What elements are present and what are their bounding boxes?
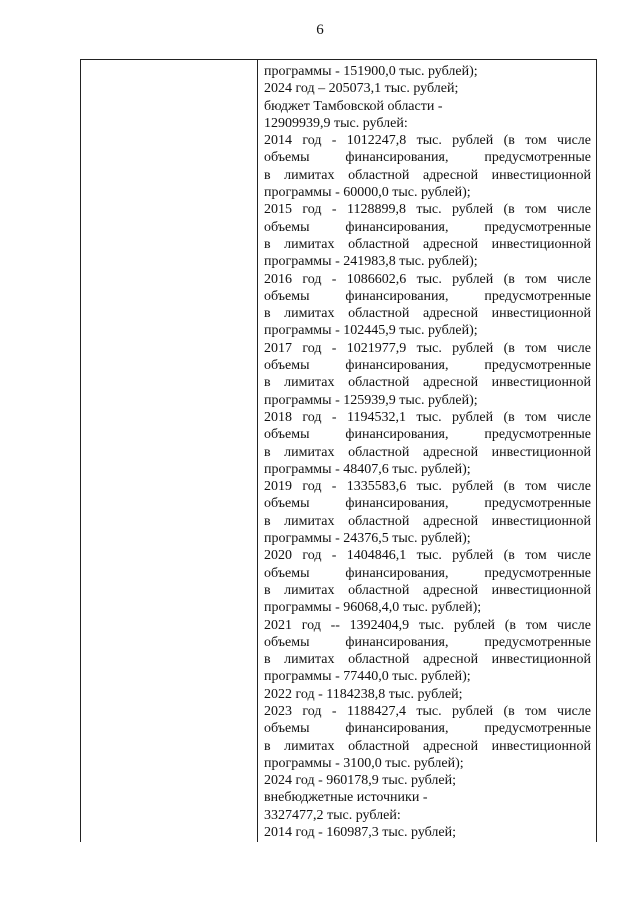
text-line: 2016 год - 1086602,6 тыс. рублей (в том числе bbox=[264, 271, 591, 287]
text-line: программы - 151900,0 тыс. рублей); bbox=[264, 64, 478, 79]
text-line: программы - 96068,4,0 тыс. рублей); bbox=[264, 600, 482, 616]
text-line: объемы финансирования, предусмотренные bbox=[264, 721, 591, 737]
text-line: объемы финансирования, предусмотренные bbox=[264, 634, 591, 650]
document-table bbox=[80, 59, 597, 842]
text-line: программы - 241983,8 тыс. рублей); bbox=[264, 254, 478, 270]
page-number: 6 bbox=[316, 22, 324, 38]
text-line: программы - 60000,0 тыс. рублей); bbox=[264, 185, 471, 201]
text-line: объемы финансирования, предусмотренные bbox=[264, 427, 591, 443]
text-line: 12909939,9 тыс. рублей: bbox=[264, 115, 408, 131]
text-line: в лимитах областной адресной инвестиционной bbox=[264, 167, 591, 183]
text-line: в лимитах областной адресной инвестиционной bbox=[264, 306, 591, 322]
text-line: 2014 год - 1012247,8 тыс. рублей (в том числе bbox=[264, 133, 591, 149]
text-line: в лимитах областной адресной инвестиционной bbox=[264, 375, 591, 391]
text-line: объемы финансирования, предусмотренные bbox=[264, 565, 591, 581]
text-line: 2019 год - 1335583,6 тыс. рублей (в том числе bbox=[264, 479, 591, 495]
text-line: 2018 год - 1194532,1 тыс. рублей (в том числе bbox=[264, 409, 591, 425]
text-line: программы - 125939,9 тыс. рублей); bbox=[264, 392, 478, 408]
text-line: 2022 год - 1184238,8 тыс. рублей; bbox=[264, 686, 463, 702]
text-line: 2021 год -- 1392404,9 тыс. рублей (в том числе bbox=[264, 617, 591, 633]
text-line: в лимитах областной адресной инвестиционной bbox=[264, 738, 591, 754]
text-line: программы - 77440,0 тыс. рублей); bbox=[264, 669, 471, 685]
text-line: объемы финансирования, предусмотренные bbox=[264, 219, 591, 235]
text-line: 2014 год - 160987,3 тыс. рублей; bbox=[264, 825, 457, 841]
text-line: 3327477,2 тыс. рублей: bbox=[264, 807, 401, 823]
text-line: объемы финансирования, предусмотренные bbox=[264, 150, 591, 166]
text-line: бюджет Тамбовской области - bbox=[264, 98, 443, 114]
text-line: 2023 год - 1188427,4 тыс. рублей (в том числе bbox=[264, 703, 591, 719]
text-line: программы - 48407,6 тыс. рублей); bbox=[264, 461, 471, 477]
text-line: 2015 год - 1128899,8 тыс. рублей (в том числе bbox=[264, 202, 591, 218]
text-line: 2020 год - 1404846,1 тыс. рублей (в том числе bbox=[264, 548, 591, 564]
text-line: объемы финансирования, предусмотренные bbox=[264, 288, 591, 304]
text-line: в лимитах областной адресной инвестиционной bbox=[264, 236, 591, 252]
text-line: в лимитах областной адресной инвестиционной bbox=[264, 582, 591, 598]
text-line: программы - 3100,0 тыс. рублей); bbox=[264, 755, 464, 771]
text-line: объемы финансирования, предусмотренные bbox=[264, 358, 591, 374]
column-divider bbox=[257, 60, 258, 842]
table-cell-content bbox=[264, 63, 591, 841]
text-line: объемы финансирования, предусмотренные bbox=[264, 496, 591, 512]
text-line: в лимитах областной адресной инвестиционной bbox=[264, 652, 591, 668]
text-line: 2024 год – 205073,1 тыс. рублей; bbox=[264, 81, 459, 97]
text-line: внебюджетные источники - bbox=[264, 790, 428, 806]
text-line: в лимитах областной адресной инвестиционной bbox=[264, 513, 591, 529]
text-line: 2017 год - 1021977,9 тыс. рублей (в том числе bbox=[264, 340, 591, 356]
text-line: программы - 24376,5 тыс. рублей); bbox=[264, 531, 471, 547]
text-line: 2024 год - 960178,9 тыс. рублей; bbox=[264, 773, 457, 789]
text-line: программы - 102445,9 тыс. рублей); bbox=[264, 323, 478, 339]
text-line: в лимитах областной адресной инвестиционной bbox=[264, 444, 591, 460]
